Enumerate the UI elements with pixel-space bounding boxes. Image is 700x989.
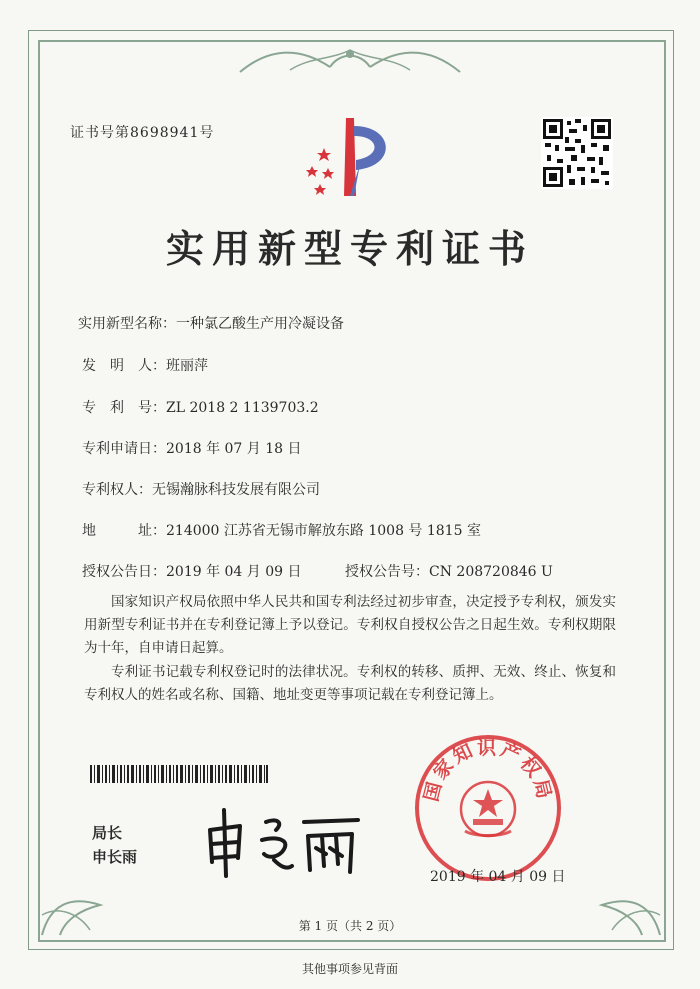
field-label: 发 明 人： xyxy=(82,358,166,374)
field-value: 一种氯乙酸生产用冷凝设备 xyxy=(176,316,344,332)
field-label: 专 利 号： xyxy=(82,400,166,416)
svg-text:国家知识产权局: 国家知识产权局 xyxy=(420,736,556,804)
field-inventor xyxy=(82,355,208,375)
field-grant-number xyxy=(345,561,553,581)
field-filing-date xyxy=(82,438,302,458)
paragraph-legal-status: 专利证书记载专利权登记时的法律状况。专利权的转移、质押、无效、终止、恢复和专利权人的姓名或名称、国籍、地址变更等事项记载在专利登记簿上。 xyxy=(84,664,616,703)
field-value: 214000 江苏省无锡市解放东路 1008 号 1815 室 xyxy=(166,523,481,539)
signatory-title: 局长 xyxy=(92,824,123,842)
barcode-icon xyxy=(90,765,268,783)
qr-code-icon xyxy=(541,117,613,189)
cnipa-logo-icon xyxy=(298,112,404,202)
field-value: 2019 年 04 月 09 日 xyxy=(166,564,302,580)
certificate-number: 证书号第8698941号 xyxy=(70,125,215,141)
seal-date: 2019 年 04 月 09 日 xyxy=(430,869,566,885)
field-label: 地 址： xyxy=(82,523,166,539)
signatory-name: 申长雨 xyxy=(92,848,138,866)
field-patent-number xyxy=(82,397,319,417)
field-value: 无锡瀚脉科技发展有限公司 xyxy=(152,482,320,498)
official-seal-icon xyxy=(413,733,563,883)
field-label: 授权公告号： xyxy=(345,564,429,580)
handwritten-signature xyxy=(196,800,366,880)
certificate-title: 实用新型专利证书 xyxy=(165,226,534,271)
field-label: 专利权人： xyxy=(82,482,152,498)
page-number: 第 1 页（共 2 页） xyxy=(298,919,402,933)
field-value: 2018 年 07 月 18 日 xyxy=(166,441,302,457)
field-patentee xyxy=(82,479,320,499)
field-label: 授权公告日： xyxy=(82,564,166,580)
field-label: 实用新型名称： xyxy=(78,316,176,332)
field-value: CN 208720846 U xyxy=(429,564,553,580)
field-utility-model-name xyxy=(78,313,344,333)
footer-note: 其他事项参见背面 xyxy=(301,962,398,976)
field-address xyxy=(82,520,481,540)
field-value: ZL 2018 2 1139703.2 xyxy=(166,400,319,416)
field-grant-date xyxy=(82,561,302,581)
top-ornament xyxy=(230,42,470,82)
field-value: 班丽萍 xyxy=(166,358,208,374)
paragraph-grant-statement: 国家知识产权局依照中华人民共和国专利法经过初步审查，决定授予专利权，颁发实用新型专利证书并在专利登记簿上予以登记。专利权自授权公告之日起生效。专利权期限为十年，自申请日起算。 xyxy=(84,594,616,656)
field-label: 专利申请日： xyxy=(82,441,166,457)
